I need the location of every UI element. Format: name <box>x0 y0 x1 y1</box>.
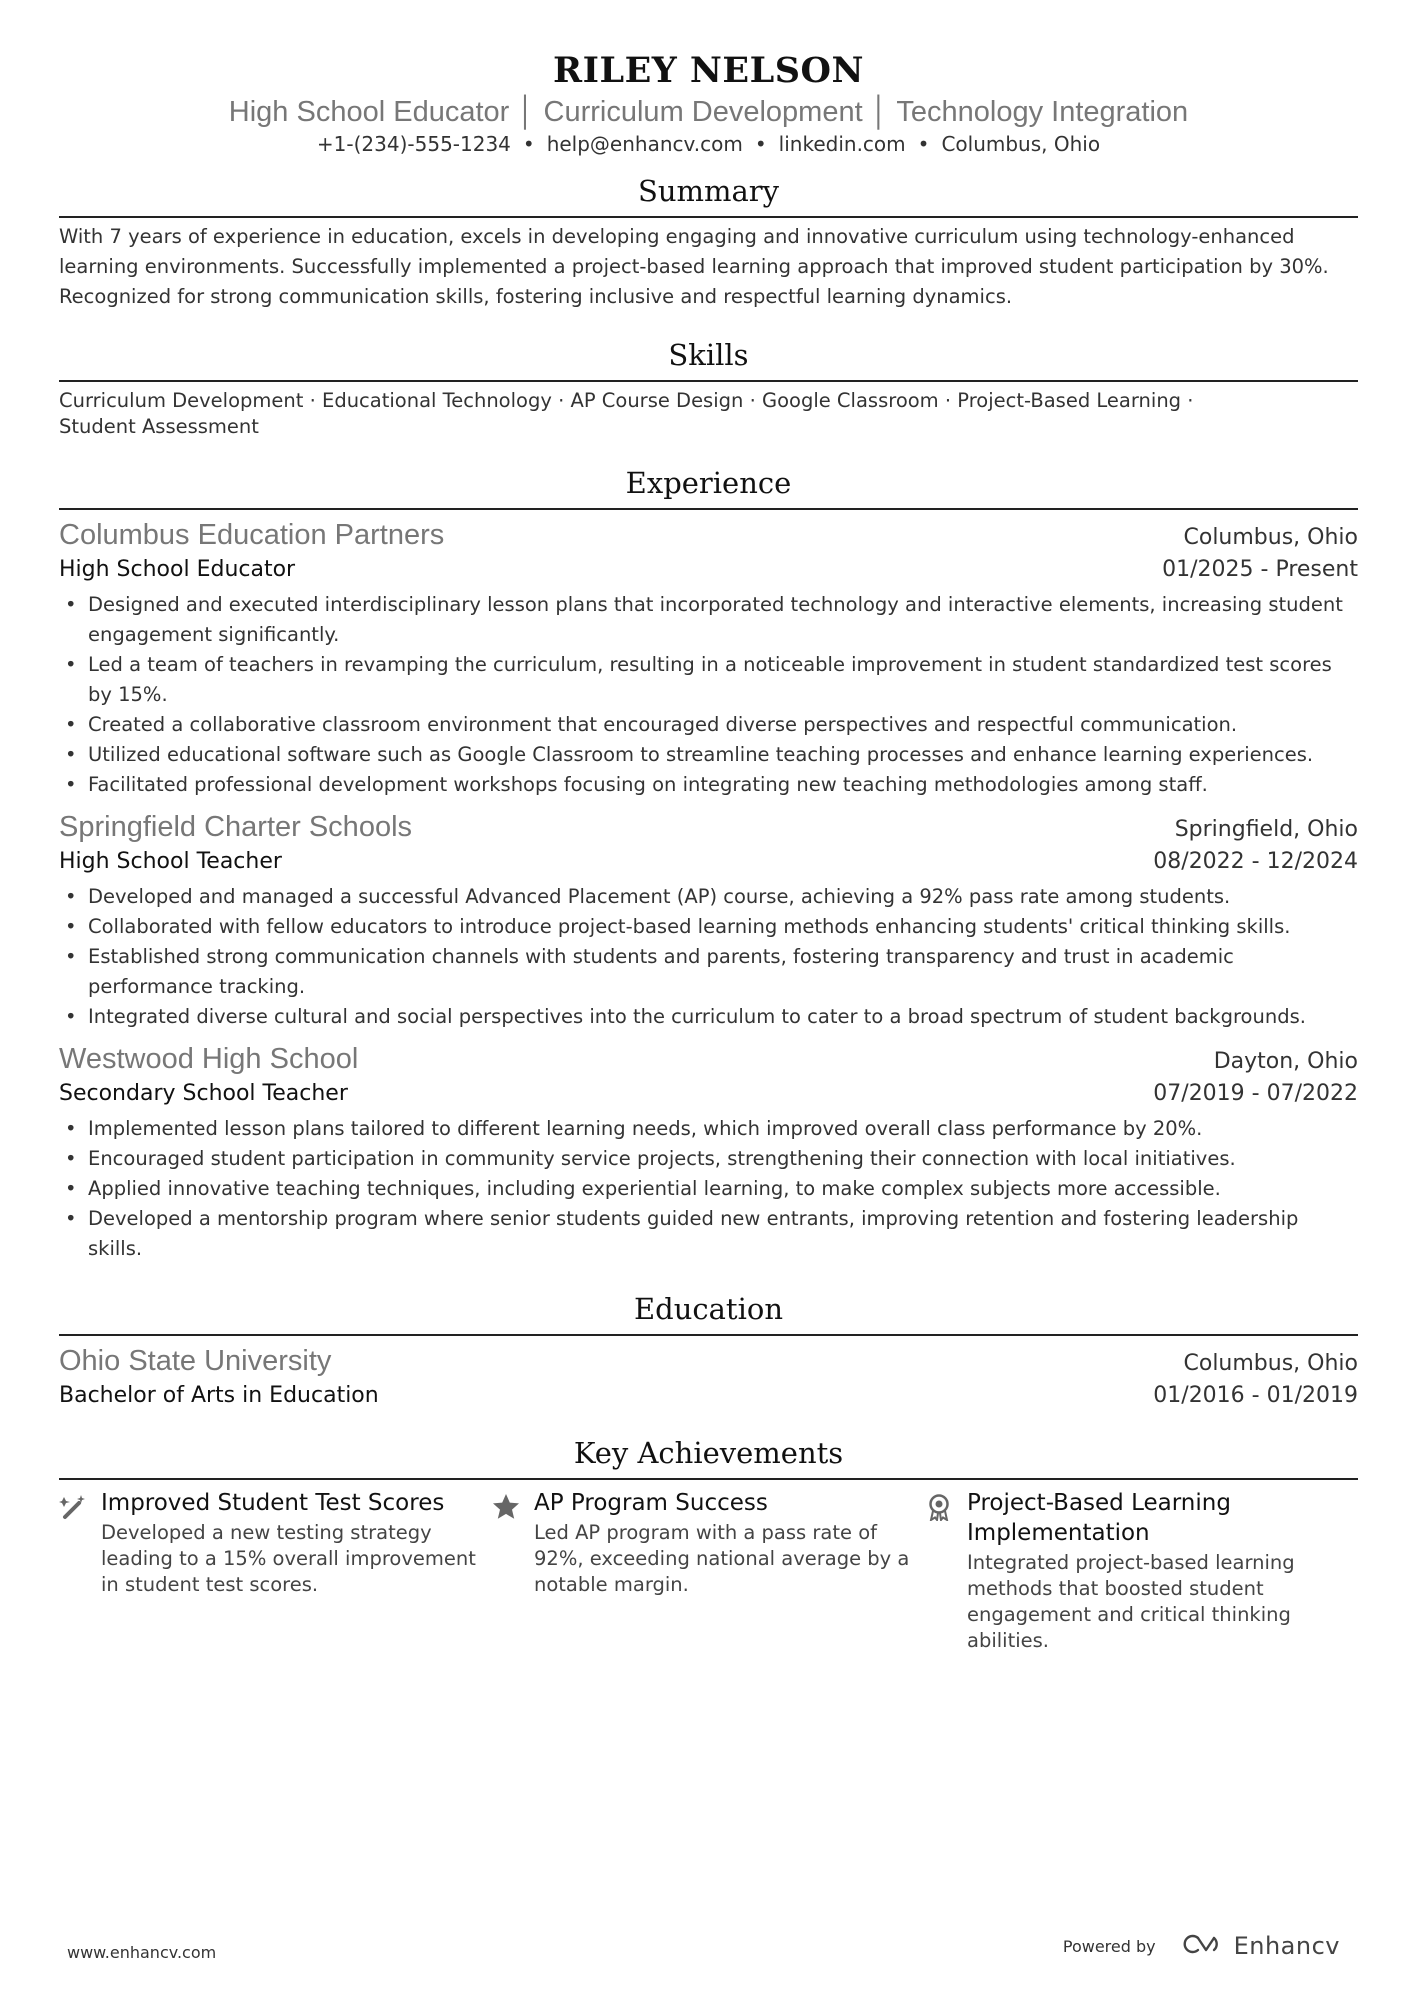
contact-line <box>59 130 1358 158</box>
achievements-list <box>59 1488 1358 1654</box>
section-title-summary: Summary <box>637 174 780 208</box>
job-location: Springfield, Ohio <box>1174 817 1358 842</box>
magic-wand-icon <box>59 1488 101 1654</box>
job-location: Columbus, Ohio <box>1183 525 1358 550</box>
linkedin-link[interactable]: linkedin.com <box>778 132 906 156</box>
job-dates: 08/2022 - 12/2024 <box>1153 849 1358 874</box>
school-name: Ohio State University <box>59 1345 332 1377</box>
degree: Bachelor of Arts in Education <box>59 1383 379 1408</box>
achievement-description: Integrated project-based learning methods that boosted student engagement and critical thinking abilities. <box>967 1551 1295 1652</box>
school-location: Columbus, Ohio <box>1183 1351 1358 1376</box>
powered-by-label: Powered by <box>1062 1936 1156 1956</box>
job-bullets <box>59 1114 1358 1264</box>
bullet-item: • Established strong communication channels with students and parents, fostering transparency and trust in academic performance tracking. <box>59 942 1358 1002</box>
bullet-item: • Integrated diverse cultural and social perspectives into the curriculum to cater to a broad spectrum of student backgrounds. <box>59 1002 1358 1032</box>
section-title-skills: Skills <box>668 338 749 372</box>
summary-section <box>59 172 1358 312</box>
section-divider <box>59 216 1358 218</box>
skills-line: Student Assessment <box>59 415 259 438</box>
education-dates: 01/2016 - 01/2019 <box>1153 1383 1358 1408</box>
bullet-separator: • <box>754 132 767 156</box>
job-bullets <box>59 590 1358 800</box>
achievements-section <box>59 1434 1358 1654</box>
summary-text: With 7 years of experience in education, excels in developing engaging and innovative curriculum using technology-enhanced learning environments. Successfully implemented a project-based learning approach that improved student participation by 30%. Recognized for strong communication skills, fostering inclusive and respectful learning dynamics. <box>59 225 1329 308</box>
job-title: High School Educator <box>59 557 296 582</box>
job-entry <box>59 1040 1358 1264</box>
section-divider <box>59 508 1358 510</box>
bullet-separator: • <box>917 132 930 156</box>
bullet-separator: • <box>522 132 535 156</box>
star-icon <box>492 1488 534 1654</box>
achievement-item <box>492 1488 925 1654</box>
achievement-title: AP Program Success <box>534 1490 768 1516</box>
bullet-item: • Encouraged student participation in community service projects, strengthening their connection with local initiatives. <box>59 1144 1358 1174</box>
section-divider <box>59 380 1358 382</box>
company-name: Springfield Charter Schools <box>59 811 413 843</box>
section-divider <box>59 1334 1358 1336</box>
email-link[interactable]: help@enhancv.com <box>546 132 743 156</box>
job-location: Dayton, Ohio <box>1213 1049 1358 1074</box>
section-title-achievements: Key Achievements <box>573 1436 844 1470</box>
section-title-experience: Experience <box>625 466 792 500</box>
enhancv-logo-icon <box>1182 1933 1226 1959</box>
job-bullets <box>59 882 1358 1032</box>
bullet-item: • Collaborated with fellow educators to introduce project-based learning methods enhancing students' critical thinking skills. <box>59 912 1358 942</box>
achievement-item <box>925 1488 1358 1654</box>
bullet-item: • Designed and executed interdisciplinary lesson plans that incorporated technology and interactive elements, increasing student engagement significantly. <box>59 590 1358 650</box>
achievement-item <box>59 1488 492 1654</box>
skills-list <box>59 388 1289 440</box>
bullet-item: • Applied innovative teaching techniques, including experiential learning, to make complex subjects more accessible. <box>59 1174 1358 1204</box>
company-name: Columbus Education Partners <box>59 519 445 551</box>
achievement-description: Led AP program with a pass rate of 92%, exceeding national average by a notable margin. <box>534 1521 910 1596</box>
skills-section <box>59 336 1358 440</box>
bullet-item: • Facilitated professional development workshops focusing on integrating new teaching methodologies among staff. <box>59 770 1358 800</box>
section-divider <box>59 1478 1358 1480</box>
achievement-title: Improved Student Test Scores <box>101 1490 445 1516</box>
education-section <box>59 1290 1358 1412</box>
job-entry <box>59 808 1358 1032</box>
job-dates: 07/2019 - 07/2022 <box>1153 1081 1358 1106</box>
location: Columbus, Ohio <box>941 132 1101 156</box>
brand-name: Enhancv <box>1233 1932 1340 1960</box>
job-title: High School Teacher <box>59 849 282 874</box>
achievement-description: Developed a new testing strategy leading to a 15% overall improvement in student test scores. <box>101 1521 476 1596</box>
headline: High School Educator │ Curriculum Development │ Technology Integration <box>228 96 1189 128</box>
footer-website[interactable]: www.enhancv.com <box>67 1943 217 1962</box>
education-entry <box>59 1342 1358 1412</box>
candidate-name: RILEY NELSON <box>553 50 864 91</box>
phone: +1-(234)-555-1234 <box>316 132 511 156</box>
experience-section <box>59 464 1358 1264</box>
job-entry <box>59 516 1358 800</box>
bullet-item: • Developed and managed a successful Advanced Placement (AP) course, achieving a 92% pass rate among students. <box>59 882 1358 912</box>
skills-line: Curriculum Development · Educational Technology · AP Course Design · Google Classroom · Project-Based Learning · <box>59 389 1194 412</box>
footer-branding <box>1063 1932 1340 1960</box>
bullet-item: • Developed a mentorship program where senior students guided new entrants, improving retention and fostering leadership skills. <box>59 1204 1358 1264</box>
bullet-item: • Led a team of teachers in revamping the curriculum, resulting in a noticeable improvement in student standardized test scores by 15%. <box>59 650 1358 710</box>
award-badge-icon <box>925 1488 967 1654</box>
bullet-item: • Implemented lesson plans tailored to different learning needs, which improved overall class performance by 20%. <box>59 1114 1358 1144</box>
bullet-item: • Utilized educational software such as Google Classroom to streamline teaching processes and enhance learning experiences. <box>59 740 1358 770</box>
section-title-education: Education <box>633 1292 783 1326</box>
achievement-title: Project-Based Learning Implementation <box>967 1490 1231 1546</box>
bullet-item: • Created a collaborative classroom environment that encouraged diverse perspectives and respectful communication. <box>59 710 1358 740</box>
company-name: Westwood High School <box>59 1043 359 1075</box>
job-dates: 01/2025 - Present <box>1162 557 1358 582</box>
resume-page <box>59 0 1358 1654</box>
job-title: Secondary School Teacher <box>59 1081 348 1106</box>
